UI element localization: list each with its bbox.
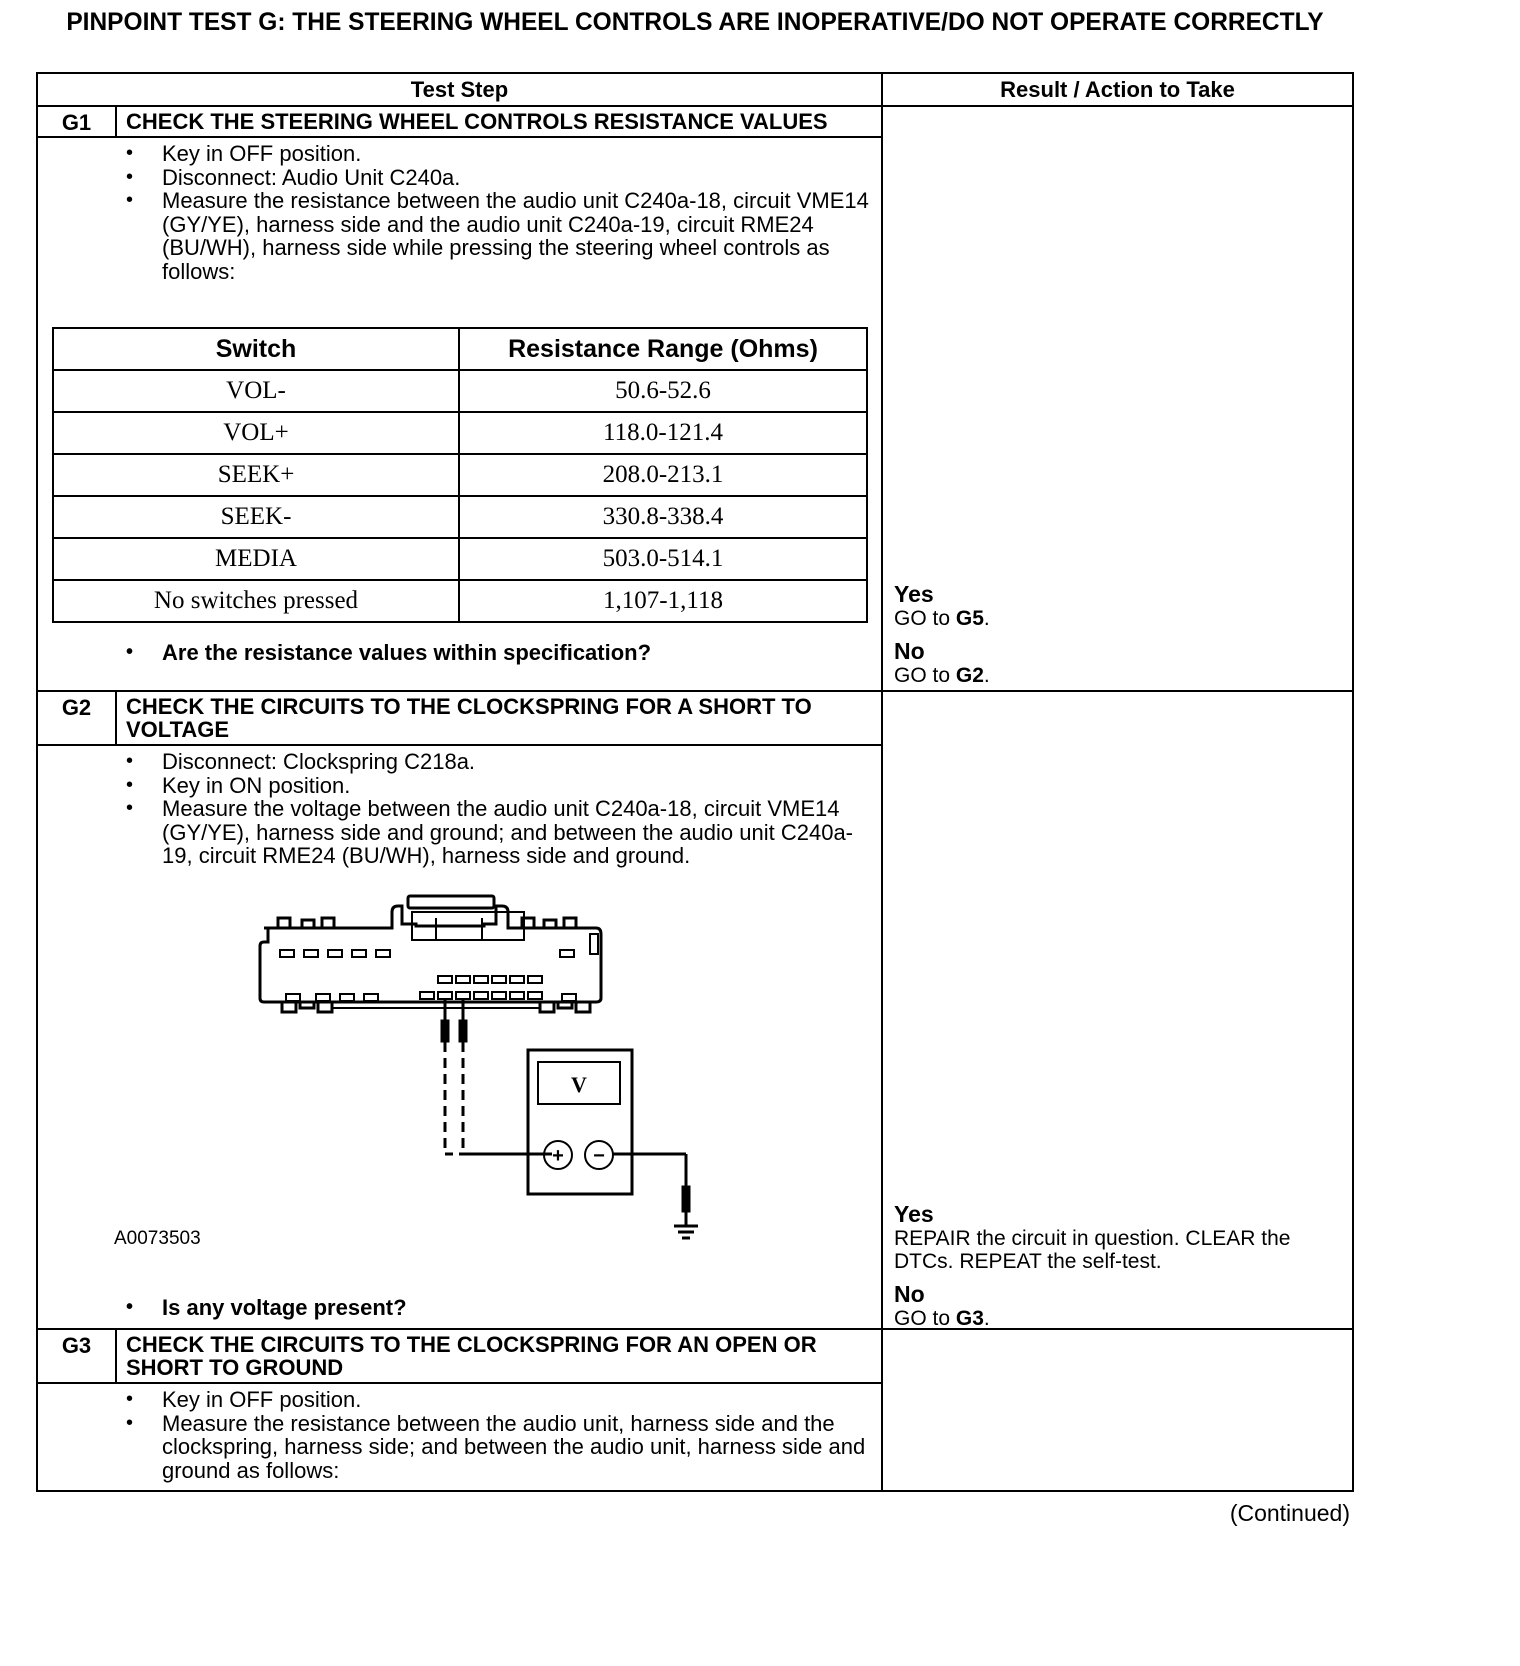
resistance-range: 1,107-1,118 [459, 580, 867, 622]
yes-action: GO to G5. [894, 607, 990, 630]
step-id: G1 [38, 107, 116, 137]
step-cell-g2 [37, 691, 882, 1329]
instruction-item: • Key in OFF position. [126, 142, 873, 166]
no-label: No [894, 638, 925, 664]
instruction-item: • Measure the resistance between the audio unit, harness side and the clockspring, harness side; and between the audio unit, harness side and ground as follows: [126, 1412, 873, 1483]
result-cell-g1 [882, 106, 1353, 691]
step-header [38, 107, 881, 137]
minus-terminal-label: − [593, 1144, 605, 1167]
step-header [38, 1330, 881, 1383]
header-test-step: Test Step [37, 73, 882, 106]
ground-icon [674, 1226, 698, 1238]
step-cell-g3 [37, 1329, 882, 1491]
connector-voltage-diagram [114, 868, 873, 1288]
instruction-list [126, 750, 873, 868]
step-row-g2 [37, 691, 1353, 1329]
pinpoint-test-table [36, 72, 1354, 1492]
instruction-list [126, 1388, 873, 1482]
step-body [38, 137, 881, 671]
goto-step-link[interactable]: G5 [955, 607, 984, 630]
step-title: CHECK THE CIRCUITS TO THE CLOCKSPRING FOR AN OPEN OR SHORT TO GROUND [116, 1330, 881, 1383]
step-body [38, 745, 881, 1325]
instruction-item: • Key in ON position. [126, 774, 873, 798]
goto-step-link[interactable]: G3 [955, 1307, 984, 1330]
connector-diagram-svg [166, 886, 726, 1246]
figure-id: A0073503 [114, 1227, 201, 1249]
switch-name: SEEK- [53, 496, 459, 538]
test-question: • Is any voltage present? [126, 1296, 873, 1320]
result-cell-g3 [882, 1329, 1353, 1491]
test-question: • Are the resistance values within specification? [126, 641, 873, 665]
instruction-item: • Key in OFF position. [126, 1388, 873, 1412]
yes-action: REPAIR the circuit in question. CLEAR the DTCs. REPEAT the self-test. [894, 1227, 1291, 1273]
instruction-item: • Measure the voltage between the audio unit C240a-18, circuit VME14 (GY/YE), harness side and ground; and between the audio unit C240a-19, circuit RME24 (BU/WH), harness side and ground. [126, 797, 873, 868]
meter-display-label: V [571, 1071, 587, 1097]
instruction-list [126, 142, 873, 283]
step-row-g1 [37, 106, 1353, 691]
step-row-g3 [37, 1329, 1353, 1491]
yes-label: Yes [894, 1201, 934, 1227]
test-leads [441, 999, 552, 1154]
resistance-spec-table [52, 327, 868, 623]
spec-row [53, 370, 867, 412]
resistance-range: 118.0-121.4 [459, 412, 867, 454]
no-action: GO to G3. [894, 1307, 990, 1330]
continued-label: (Continued) [1229, 1500, 1350, 1526]
result-block [894, 1201, 1348, 1330]
spec-header-resistance: Resistance Range (Ohms) [459, 328, 867, 370]
no-label: No [894, 1281, 925, 1307]
instruction-item: • Disconnect: Audio Unit C240a. [126, 166, 873, 190]
instruction-item: • Measure the resistance between the audio unit C240a-18, circuit VME14 (GY/YE), harness side and the audio unit C240a-19, circuit RME24 (BU/WH), harness side while pressing the steering wheel controls as follows: [126, 189, 873, 283]
spec-row [53, 454, 867, 496]
step-cell-g1 [37, 106, 882, 691]
step-title: CHECK THE STEERING WHEEL CONTROLS RESISTANCE VALUES [116, 107, 881, 137]
plus-terminal-label: + [552, 1144, 564, 1167]
switch-name: MEDIA [53, 538, 459, 580]
header-result-action: Result / Action to Take [882, 73, 1353, 106]
instruction-item: • Disconnect: Clockspring C218a. [126, 750, 873, 774]
result-cell-g2 [882, 691, 1353, 1329]
resistance-range: 330.8-338.4 [459, 496, 867, 538]
page-title: PINPOINT TEST G: THE STEERING WHEEL CONTROLS ARE INOPERATIVE/DO NOT OPERATE CORRECTLY [66, 8, 1324, 36]
resistance-range: 503.0-514.1 [459, 538, 867, 580]
spec-header-switch: Switch [53, 328, 459, 370]
resistance-range: 50.6-52.6 [459, 370, 867, 412]
step-id: G2 [38, 692, 116, 745]
step-id: G3 [38, 1330, 116, 1383]
switch-name: No switches pressed [53, 580, 459, 622]
voltmeter-icon [528, 1050, 690, 1226]
switch-name: SEEK+ [53, 454, 459, 496]
step-title: CHECK THE CIRCUITS TO THE CLOCKSPRING FOR A SHORT TO VOLTAGE [116, 692, 881, 745]
spec-row [53, 496, 867, 538]
resistance-range: 208.0-213.1 [459, 454, 867, 496]
no-action: GO to G2. [894, 664, 990, 687]
step-header [38, 692, 881, 745]
goto-step-link[interactable]: G2 [955, 664, 984, 687]
step-body [38, 1383, 881, 1488]
spec-row [53, 412, 867, 454]
spec-row [53, 580, 867, 622]
switch-name: VOL+ [53, 412, 459, 454]
result-block [894, 581, 1348, 687]
table-header-row [37, 73, 1353, 106]
yes-label: Yes [894, 581, 934, 607]
spec-row [53, 538, 867, 580]
switch-name: VOL- [53, 370, 459, 412]
